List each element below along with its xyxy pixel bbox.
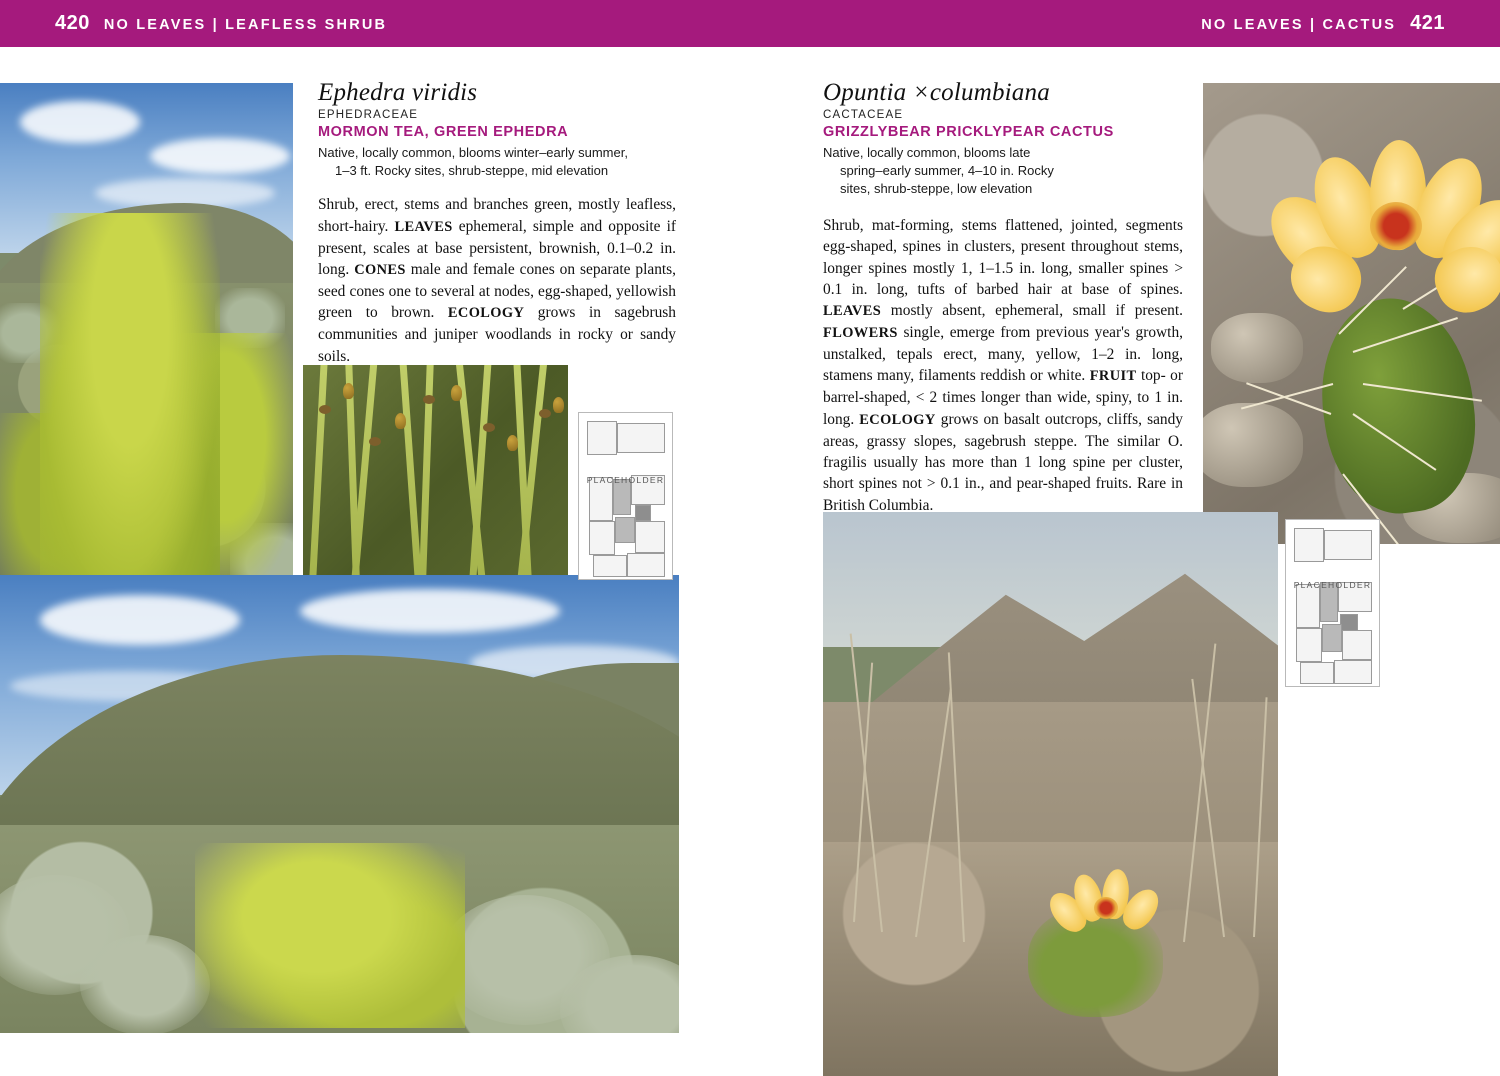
common-names: GRIZZLYBEAR PRICKLYPEAR CACTUS: [823, 123, 1114, 140]
photo-ephedra-habitat-hillside: [0, 575, 679, 1033]
map-region: [1296, 584, 1320, 628]
map-region: [1296, 628, 1322, 662]
photo-ephedra-stems-macro: [303, 365, 568, 607]
seed-cone: [395, 413, 406, 429]
desc-run: ephemeral, simple and opposite if present, scales at base persistent, brownish, 0.1–0.2 in. long.: [318, 217, 676, 278]
desc-run: Shrub, mat-forming, stems flattened, jointed, segments egg-shaped, spines in clusters, present throughout stems, longer spines mostly 1, 1–1.5 in. long, smaller spines > 0.1 in. long, tufts of barbed hair at base of spines.: [823, 216, 1183, 298]
map-region-dark: [635, 505, 651, 521]
photo-opuntia-habitat-hillside: [823, 512, 1278, 1076]
description-paragraph-opuntia: [823, 215, 1183, 516]
map-region: [617, 423, 665, 453]
desc-run: top- or barrel-shaped, < 2 times longer than wide, spiny, to 1 in. long.: [823, 367, 1183, 428]
map-region: [1300, 662, 1334, 684]
flower-center: [1370, 202, 1422, 250]
map-region: [1342, 630, 1372, 660]
desc-label-leaves: LEAVES: [823, 303, 882, 320]
map-region: [1324, 530, 1372, 560]
common-names: MORMON TEA, GREEN EPHEDRA: [318, 123, 569, 140]
map-region: [627, 553, 665, 577]
sagebrush-shape: [80, 935, 210, 1033]
flower-center: [1094, 897, 1118, 919]
desc-label-leaves: LEAVES: [394, 218, 453, 235]
desc-label-ecology: ECOLOGY: [859, 411, 936, 428]
family-name: CACTACEAE: [823, 108, 904, 121]
map-region-shaded: [615, 517, 635, 543]
meta-line-1: Native, locally common, blooms late: [823, 144, 1031, 160]
desc-run: single, emerge from previous year's growth, unstalked, tepals erect, many, yellow, 1–2 in. long, stamens many, filaments reddish or white.: [823, 324, 1183, 385]
cloud-shape: [300, 589, 560, 633]
map-placeholder-label: PLACEHOLDER: [586, 475, 665, 485]
running-header-bar: [0, 0, 1500, 47]
map-region: [1294, 528, 1324, 562]
ephedra-shrub-shape: [195, 843, 465, 1028]
running-head-left-text: NO LEAVES | LEAFLESS SHRUB: [103, 17, 388, 33]
desc-label-fruit: FRUIT: [1089, 368, 1137, 385]
species-entry-opuntia: [823, 79, 1183, 516]
stem-node: [483, 423, 495, 432]
folio-right: 421: [1410, 12, 1445, 34]
opuntia-flower: [1308, 138, 1483, 298]
scientific-name: Opuntia ×columbiana: [823, 79, 1050, 106]
stem-node: [423, 395, 435, 404]
ephedra-shrub-shape: [40, 213, 220, 603]
map-placeholder-label: PLACEHOLDER: [1293, 580, 1372, 590]
desc-run: mostly absent, ephemeral, small if present.: [881, 302, 1183, 320]
family-name: EPHEDRACEAE: [318, 108, 419, 121]
desc-run: Shrub, erect, stems and branches green, mostly leafless, short-hairy.: [318, 196, 676, 235]
range-map-canvas: [1290, 524, 1375, 682]
scientific-name: Ephedra viridis: [318, 79, 478, 106]
seed-cone: [343, 383, 354, 399]
meta-line-3: sites, shrub-steppe, low elevation: [840, 181, 1033, 197]
stem-node: [319, 405, 331, 414]
folio-left: 420: [55, 12, 90, 34]
opuntia-flower-small: [1066, 867, 1144, 939]
seed-cone: [507, 435, 518, 451]
page-spread: [0, 47, 1500, 1076]
species-entry-ephedra: [318, 79, 676, 367]
map-region: [635, 521, 665, 553]
map-region: [593, 555, 627, 577]
desc-label-ecology: ECOLOGY: [447, 305, 525, 322]
range-map-canvas: [583, 417, 668, 575]
desc-run: male and female cones on separate plants, seed cones one to several at nodes, egg-shaped, yellowish green to brown.: [318, 261, 676, 322]
desc-label-flowers: FLOWERS: [823, 325, 898, 342]
desc-run: grows in sagebrush communities and juniper woodlands in rocky or sandy soils.: [318, 304, 676, 365]
cloud-shape: [150, 138, 290, 174]
stem-node: [369, 437, 381, 446]
photo-ephedra-shrub-closeup: [0, 83, 293, 607]
seed-cone: [553, 397, 564, 413]
rock-shape: [1211, 313, 1303, 383]
desc-run: grows on basalt outcrops, cliffs, sandy areas, grassy slopes, sagebrush steppe. The similar O. fragilis usually has more than 1 long spine per cluster, short spines not > 0.1 in., and pear-shaped fruits. Rare in British Columbia.: [823, 410, 1183, 514]
desc-label-cones: CONES: [354, 262, 406, 278]
description-paragraph-ephedra: [318, 194, 676, 366]
range-map-ephedra: [578, 412, 673, 580]
running-head-right: [1201, 12, 1445, 35]
cloud-shape: [20, 101, 140, 143]
range-map-opuntia: [1285, 519, 1380, 687]
meta-line-2: spring–early summer, 4–10 in. Rocky: [840, 162, 1054, 178]
stem-node: [539, 409, 551, 418]
running-head-right-text: NO LEAVES | CACTUS: [1201, 17, 1397, 33]
rock-shape: [1203, 403, 1303, 487]
meta-line-2: 1–3 ft. Rocky sites, shrub-steppe, mid elevation: [335, 162, 609, 178]
map-region: [587, 421, 617, 455]
map-region: [589, 521, 615, 555]
map-region: [1334, 660, 1372, 684]
map-region-shaded: [1322, 624, 1342, 652]
photo-opuntia-flower-closeup: [1203, 83, 1500, 544]
seed-cone: [451, 385, 462, 401]
cloud-shape: [40, 595, 240, 645]
running-head-left: [55, 12, 387, 35]
meta-line-1: Native, locally common, blooms winter–early summer,: [318, 144, 628, 160]
